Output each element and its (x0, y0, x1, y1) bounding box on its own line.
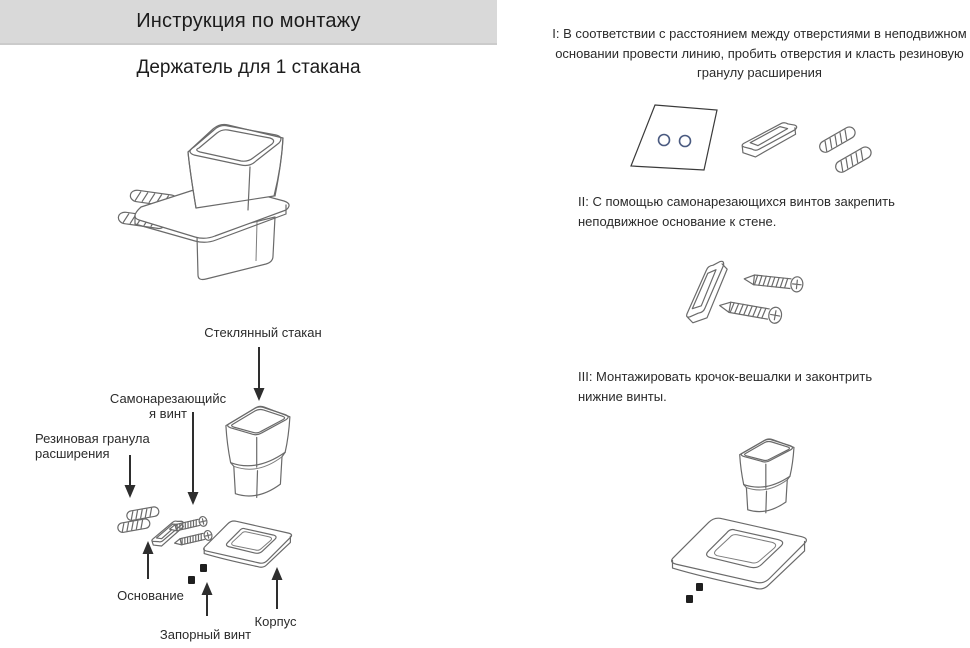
page-title: Инструкция по монтажу (136, 10, 361, 32)
label-body: Корпус (254, 614, 297, 629)
step3-illustration (643, 408, 828, 633)
header-bar (0, 0, 497, 45)
label-lock-screw: Запорный винт (159, 627, 252, 642)
step-2-text: II: С помощью самонарезающихся винтов закрепить неподвижное основание к стене. (578, 194, 895, 229)
label-base: Основание (117, 588, 184, 603)
label-granule: Резиновая гранула расширения (35, 431, 150, 462)
drill-hole-left (659, 135, 670, 146)
product-drawing (105, 92, 345, 297)
arrow-body (272, 567, 283, 609)
drill-hole-right (680, 136, 691, 147)
wall-plate (631, 105, 717, 170)
arrow-glass (254, 347, 265, 401)
arrow-lock-screw (202, 582, 213, 616)
step-1-text: I: В соответствии с расстоянием между отверстиями в неподвижном основании провести линию, пробить отверстия и класть резиновую гранулу расширения (552, 26, 967, 80)
step1-illustration (620, 92, 900, 192)
arrow-tapping-screw (188, 412, 199, 505)
label-glass: Стеклянный стакан (204, 325, 322, 340)
arrow-base (143, 541, 154, 579)
label-tapping-screw: Самонарезающийс я винт (109, 391, 227, 422)
product-subtitle: Держатель для 1 стакана (136, 57, 361, 78)
step2-illustration (653, 238, 883, 343)
step-3-text: III: Монтажировать крочок-вешалки и законтрить нижние винты. (578, 369, 873, 404)
